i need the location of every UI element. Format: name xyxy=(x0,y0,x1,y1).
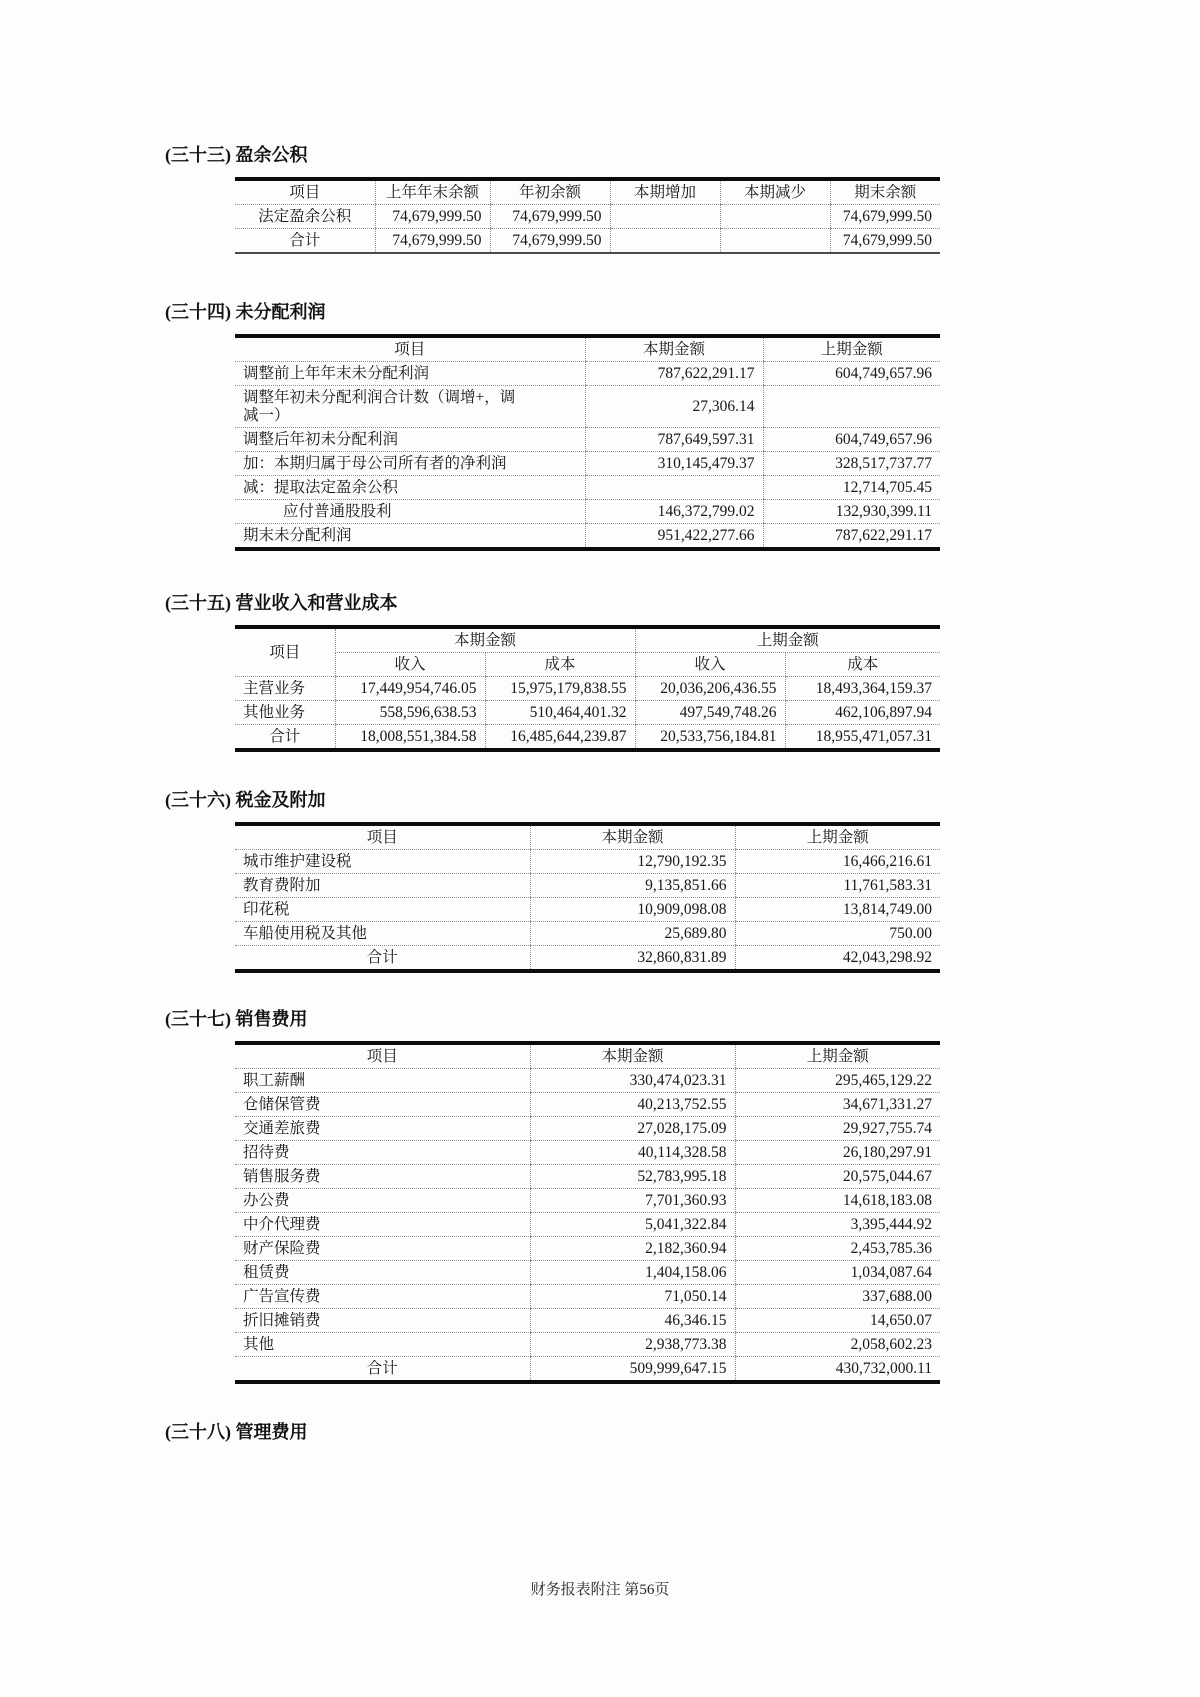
table-cell: 2,058,602.23 xyxy=(735,1333,940,1357)
table-cell: 29,927,755.74 xyxy=(735,1117,940,1141)
selling-expenses-table xyxy=(235,1041,940,1384)
table-cell: 租赁费 xyxy=(235,1261,530,1285)
table-row xyxy=(235,1189,940,1213)
column-header: 上期金额 xyxy=(735,824,940,850)
column-header: 项目 xyxy=(235,627,335,677)
table-header-row xyxy=(235,1043,940,1069)
column-header: 本期增加 xyxy=(610,179,720,205)
table-row xyxy=(235,1357,940,1383)
table-cell: 132,930,399.11 xyxy=(763,500,940,524)
table-row xyxy=(235,850,940,874)
table-cell: 2,182,360.94 xyxy=(530,1237,735,1261)
table-row xyxy=(235,874,940,898)
table-row xyxy=(235,1309,940,1333)
table-cell: 17,449,954,746.05 xyxy=(335,677,485,701)
table-cell: 18,955,471,057.31 xyxy=(785,725,940,751)
table-row xyxy=(235,1141,940,1165)
table-cell: 430,732,000.11 xyxy=(735,1357,940,1383)
column-header: 项目 xyxy=(235,336,585,362)
table-row xyxy=(235,428,940,452)
table-header-row xyxy=(235,824,940,850)
column-header: 上年年末余额 xyxy=(375,179,490,205)
table-cell: 604,749,657.96 xyxy=(763,428,940,452)
column-header: 上期金额 xyxy=(763,336,940,362)
table-cell: 74,679,999.50 xyxy=(490,229,610,254)
section-35-heading: (三十五) 营业收入和营业成本 xyxy=(165,593,398,613)
table-cell: 仓储保管费 xyxy=(235,1093,530,1117)
column-header: 本期金额 xyxy=(530,824,735,850)
table-cell: 加：本期归属于母公司所有者的净利润 xyxy=(235,452,585,476)
table-subheader-row xyxy=(235,653,940,677)
table-cell: 74,679,999.50 xyxy=(375,205,490,229)
table-cell: 12,714,705.45 xyxy=(763,476,940,500)
table-header-row xyxy=(235,627,940,653)
table-cell: 10,909,098.08 xyxy=(530,898,735,922)
column-header: 收入 xyxy=(335,653,485,677)
table-cell: 16,466,216.61 xyxy=(735,850,940,874)
table-cell: 15,975,179,838.55 xyxy=(485,677,635,701)
table-cell: 合计 xyxy=(289,231,321,249)
section-36-heading: (三十六) 税金及附加 xyxy=(165,790,326,810)
table-header-row xyxy=(235,179,940,205)
table-cell: 职工薪酬 xyxy=(235,1069,530,1093)
table-cell: 14,618,183.08 xyxy=(735,1189,940,1213)
table-cell: 146,372,799.02 xyxy=(585,500,763,524)
table-row xyxy=(235,1093,940,1117)
table-cell: 调整年初未分配利润合计数（调增+，调减一） xyxy=(235,386,585,428)
table-cell: 应付普通股股利 xyxy=(235,500,585,524)
table-cell: 招待费 xyxy=(235,1141,530,1165)
table-cell: 40,114,328.58 xyxy=(530,1141,735,1165)
table-row xyxy=(235,205,940,229)
table-cell: 7,701,360.93 xyxy=(530,1189,735,1213)
table-cell: 5,041,322.84 xyxy=(530,1213,735,1237)
table-cell: 1,034,087.64 xyxy=(735,1261,940,1285)
table-cell xyxy=(720,205,830,229)
table-cell xyxy=(720,229,830,254)
table-cell: 法定盈余公积 xyxy=(235,205,375,229)
table-cell: 20,036,206,436.55 xyxy=(635,677,785,701)
table-cell: 337,688.00 xyxy=(735,1285,940,1309)
table-cell: 787,649,597.31 xyxy=(585,428,763,452)
table-cell: 9,135,851.66 xyxy=(530,874,735,898)
table-row xyxy=(235,500,940,524)
table-cell: 27,028,175.09 xyxy=(530,1117,735,1141)
column-header: 期末余额 xyxy=(830,179,940,205)
column-header: 成本 xyxy=(485,653,635,677)
table-cell: 合计 xyxy=(366,948,398,966)
table-row xyxy=(235,1069,940,1093)
table-cell: 27,306.14 xyxy=(585,386,763,428)
table-cell: 26,180,297.91 xyxy=(735,1141,940,1165)
table-cell: 20,533,756,184.81 xyxy=(635,725,785,751)
table-cell: 合计 xyxy=(366,1359,398,1377)
table-cell: 11,761,583.31 xyxy=(735,874,940,898)
table-cell: 中介代理费 xyxy=(235,1213,530,1237)
table-cell: 510,464,401.32 xyxy=(485,701,635,725)
table-cell: 其他业务 xyxy=(235,701,335,725)
column-header: 项目 xyxy=(235,179,375,205)
table-cell: 财产保险费 xyxy=(235,1237,530,1261)
taxes-surcharges-table xyxy=(235,822,940,973)
table-cell: 32,860,831.89 xyxy=(530,946,735,972)
table-cell: 2,453,785.36 xyxy=(735,1237,940,1261)
column-header: 项目 xyxy=(235,1043,530,1069)
section-34-heading: (三十四) 未分配利润 xyxy=(165,302,326,322)
table-cell xyxy=(763,386,940,428)
table-cell: 462,106,897.94 xyxy=(785,701,940,725)
section-37-heading: (三十七) 销售费用 xyxy=(165,1009,308,1029)
revenue-cost-table xyxy=(235,625,940,752)
table-row xyxy=(235,452,940,476)
table-cell: 34,671,331.27 xyxy=(735,1093,940,1117)
surplus-reserve-table xyxy=(235,177,940,254)
table-cell: 12,790,192.35 xyxy=(530,850,735,874)
table-cell: 310,145,479.37 xyxy=(585,452,763,476)
table-cell: 16,485,644,239.87 xyxy=(485,725,635,751)
table-cell: 13,814,749.00 xyxy=(735,898,940,922)
table-row xyxy=(235,524,940,550)
table-cell: 车船使用税及其他 xyxy=(235,922,530,946)
table-cell: 期末未分配利润 xyxy=(243,526,352,544)
table-cell xyxy=(610,205,720,229)
table-cell xyxy=(585,476,763,500)
table-cell: 合计 xyxy=(269,727,301,745)
table-row xyxy=(235,386,940,428)
table-row xyxy=(235,1333,940,1357)
table-cell: 46,346.15 xyxy=(530,1309,735,1333)
table-row xyxy=(235,701,940,725)
table-row xyxy=(235,946,940,972)
table-row xyxy=(235,1213,940,1237)
table-cell: 750.00 xyxy=(735,922,940,946)
table-cell: 558,596,638.53 xyxy=(335,701,485,725)
table-cell: 18,008,551,384.58 xyxy=(335,725,485,751)
table-cell: 74,679,999.50 xyxy=(830,205,940,229)
table-cell: 52,783,995.18 xyxy=(530,1165,735,1189)
column-header: 成本 xyxy=(785,653,940,677)
table-cell: 787,622,291.17 xyxy=(585,362,763,386)
table-cell: 印花税 xyxy=(235,898,530,922)
table-cell: 497,549,748.26 xyxy=(635,701,785,725)
table-cell: 调整后年初未分配利润 xyxy=(235,428,585,452)
table-cell: 42,043,298.92 xyxy=(735,946,940,972)
section-33-heading: (三十三) 盈余公积 xyxy=(165,145,308,165)
table-cell: 主营业务 xyxy=(235,677,335,701)
column-header: 本期金额 xyxy=(530,1043,735,1069)
table-cell: 减：提取法定盈余公积 xyxy=(235,476,585,500)
column-header: 收入 xyxy=(635,653,785,677)
table-row xyxy=(235,922,940,946)
table-row xyxy=(235,1261,940,1285)
table-cell: 2,938,773.38 xyxy=(530,1333,735,1357)
table-header-row xyxy=(235,336,940,362)
undistributed-profit-table xyxy=(235,334,940,551)
table-cell: 328,517,737.77 xyxy=(763,452,940,476)
table-cell: 509,999,647.15 xyxy=(530,1357,735,1383)
table-cell: 办公费 xyxy=(235,1189,530,1213)
column-header: 本期减少 xyxy=(720,179,830,205)
table-row xyxy=(235,677,940,701)
table-cell: 74,679,999.50 xyxy=(490,205,610,229)
page-footer: 财务报表附注 第56页 xyxy=(530,1582,670,1598)
table-row xyxy=(235,1117,940,1141)
table-cell: 广告宣传费 xyxy=(235,1285,530,1309)
table-cell xyxy=(610,229,720,254)
table-cell: 折旧摊销费 xyxy=(235,1309,530,1333)
column-header: 上期金额 xyxy=(735,1043,940,1069)
column-header: 项目 xyxy=(235,824,530,850)
table-cell: 18,493,364,159.37 xyxy=(785,677,940,701)
table-row xyxy=(235,1285,940,1309)
table-row xyxy=(235,1237,940,1261)
table-cell: 787,622,291.17 xyxy=(763,524,940,550)
table-cell: 604,749,657.96 xyxy=(763,362,940,386)
table-cell: 295,465,129.22 xyxy=(735,1069,940,1093)
table-cell: 城市维护建设税 xyxy=(235,850,530,874)
column-header-group-prior: 上期金额 xyxy=(635,627,940,653)
column-header: 年初余额 xyxy=(490,179,610,205)
table-row xyxy=(235,898,940,922)
section-38-heading: (三十八) 管理费用 xyxy=(165,1422,308,1442)
table-cell: 20,575,044.67 xyxy=(735,1165,940,1189)
table-cell: 71,050.14 xyxy=(530,1285,735,1309)
table-cell: 教育费附加 xyxy=(235,874,530,898)
table-cell: 951,422,277.66 xyxy=(585,524,763,550)
table-cell: 交通差旅费 xyxy=(235,1117,530,1141)
table-cell: 销售服务费 xyxy=(235,1165,530,1189)
table-cell: 25,689.80 xyxy=(530,922,735,946)
table-cell: 74,679,999.50 xyxy=(375,229,490,254)
table-row xyxy=(235,362,940,386)
table-cell: 调整前上年年末未分配利润 xyxy=(235,362,585,386)
table-cell: 14,650.07 xyxy=(735,1309,940,1333)
column-header: 本期金额 xyxy=(585,336,763,362)
table-cell: 40,213,752.55 xyxy=(530,1093,735,1117)
table-row xyxy=(235,229,940,254)
column-header-group-current: 本期金额 xyxy=(335,627,635,653)
table-row xyxy=(235,1165,940,1189)
table-cell: 1,404,158.06 xyxy=(530,1261,735,1285)
table-cell: 3,395,444.92 xyxy=(735,1213,940,1237)
table-cell: 其他 xyxy=(235,1333,530,1357)
table-cell: 330,474,023.31 xyxy=(530,1069,735,1093)
table-row xyxy=(235,476,940,500)
table-row xyxy=(235,725,940,751)
table-cell: 74,679,999.50 xyxy=(830,229,940,254)
